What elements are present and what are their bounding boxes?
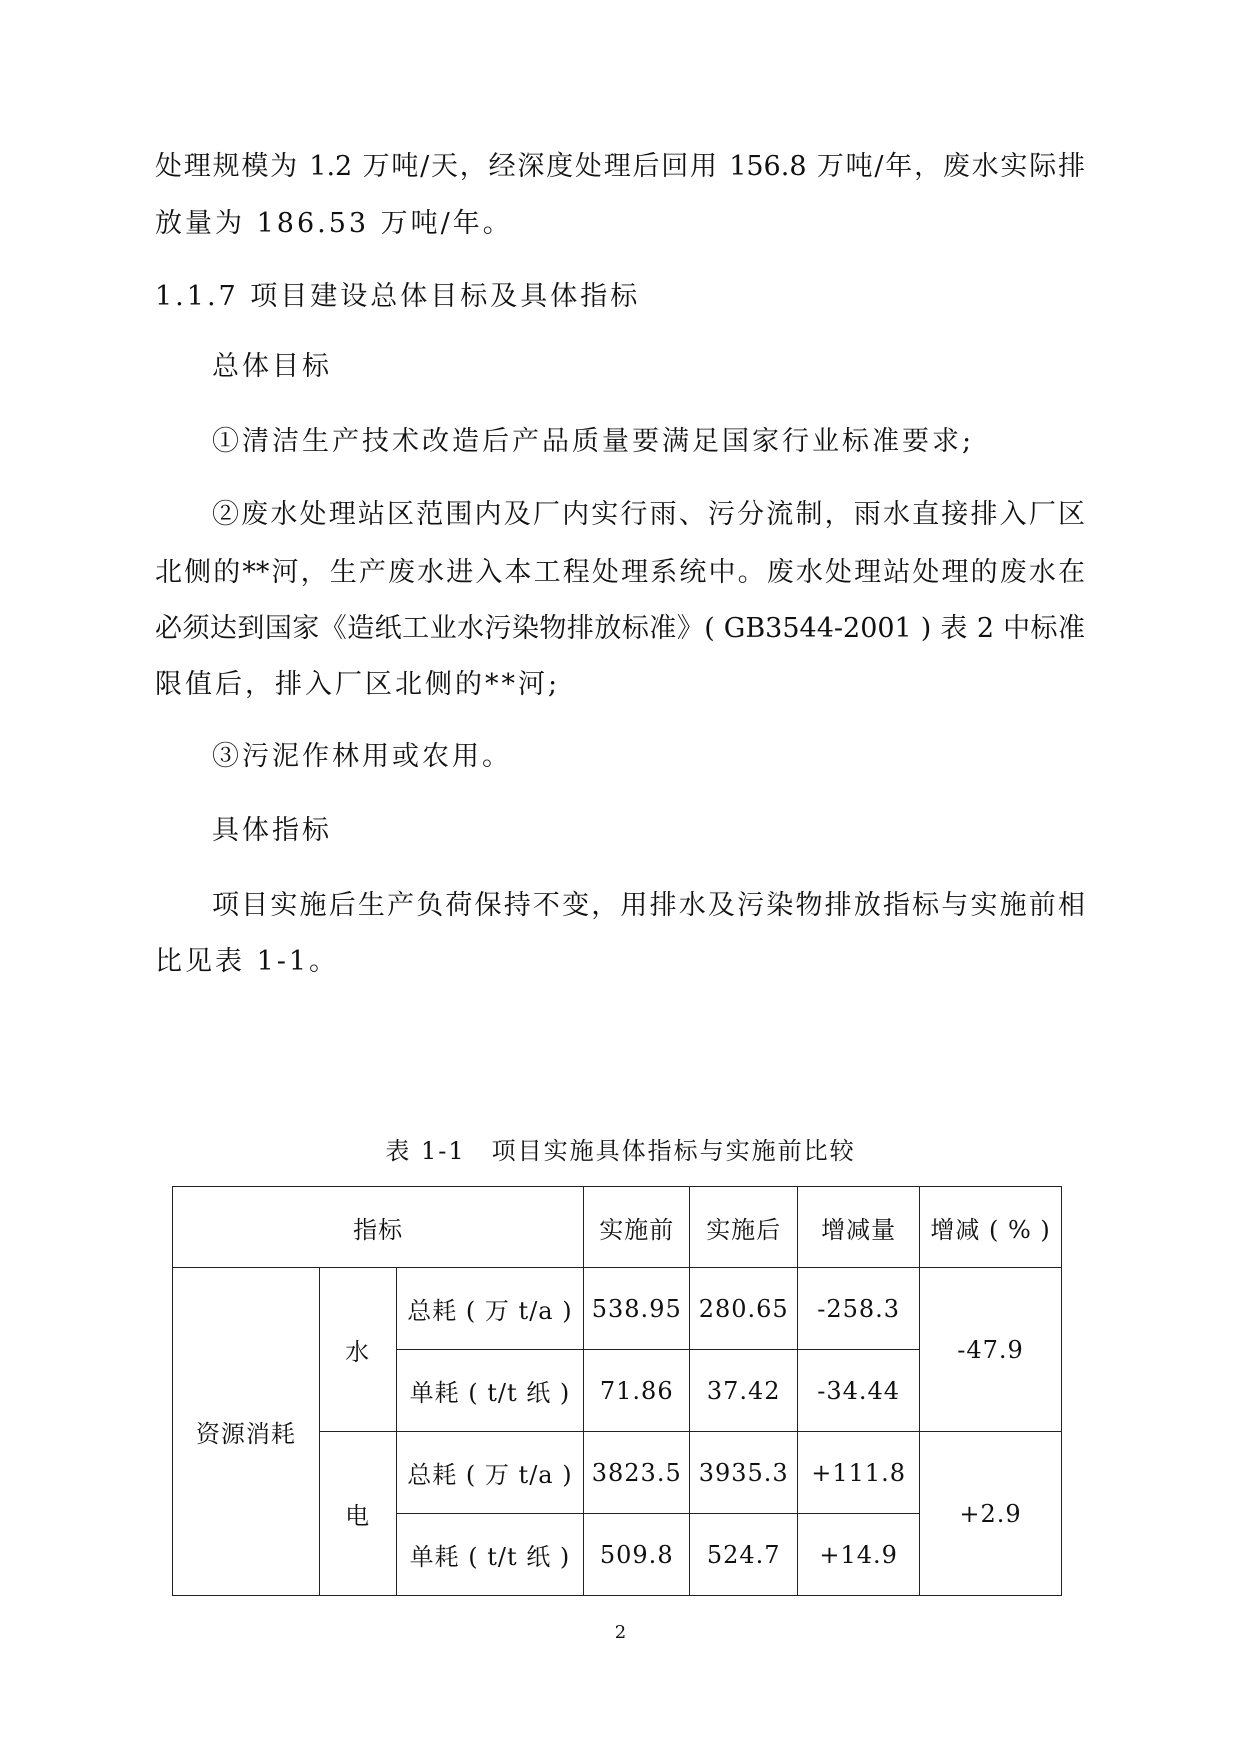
section-heading: 1.1.7 项目建设总体目标及具体指标 (155, 281, 641, 312)
category-cell: 资源消耗 (173, 1268, 320, 1596)
goal-item-2-line: 限值后，排入厂区北侧的**河; (155, 669, 561, 700)
after-cell: 524.7 (690, 1514, 798, 1596)
table-header-row (173, 1187, 1062, 1268)
header-indicator: 指标 (173, 1187, 584, 1268)
goal-item-1: ①清洁生产技术改造后产品质量要满足国家行业标准要求; (212, 426, 975, 457)
paragraph-line: 放量为 186.53 万吨/年。 (155, 208, 513, 239)
group-electricity-label: 电 (319, 1432, 396, 1596)
subheading-overall-goal: 总体目标 (212, 351, 332, 382)
header-after: 实施后 (690, 1187, 798, 1268)
group-water-label: 水 (319, 1268, 396, 1432)
intro-paragraph-line: 比见表 1-1。 (155, 946, 340, 977)
paragraph-line: 处理规模为 1.2 万吨/天，经深度处理后回用 156.8 万吨/年，废水实际排 (155, 151, 1085, 182)
subheading-specific-indicators: 具体指标 (212, 815, 332, 846)
metric-cell: 总耗 ( 万 t/a ) (396, 1432, 584, 1514)
after-cell: 37.42 (690, 1350, 798, 1432)
after-cell: 280.65 (690, 1268, 798, 1350)
percent-cell-electricity: +2.9 (920, 1432, 1062, 1596)
table-row (173, 1268, 1062, 1350)
intro-paragraph-line: 项目实施后生产负荷保持不变，用排水及污染物排放指标与实施前相 (212, 890, 1085, 921)
percent-cell-water: -47.9 (920, 1268, 1062, 1432)
before-cell: 3823.5 (584, 1432, 690, 1514)
before-cell: 509.8 (584, 1514, 690, 1596)
goal-item-2-line: 北侧的**河，生产废水进入本工程处理系统中。废水处理站处理的废水在 (155, 557, 1085, 588)
header-change: 增减量 (798, 1187, 920, 1268)
metric-cell: 单耗 ( t/t 纸 ) (396, 1514, 584, 1596)
header-change-percent: 增减 ( % ) (920, 1187, 1062, 1268)
goal-item-3: ③污泥作林用或农用。 (212, 741, 512, 772)
metric-cell: 单耗 ( t/t 纸 ) (396, 1350, 584, 1432)
after-cell: 3935.3 (690, 1432, 798, 1514)
change-cell: -34.44 (798, 1350, 920, 1432)
change-cell: +111.8 (798, 1432, 920, 1514)
before-cell: 71.86 (584, 1350, 690, 1432)
before-cell: 538.95 (584, 1268, 690, 1350)
metric-cell: 总耗 ( 万 t/a ) (396, 1268, 584, 1350)
table-caption: 表 1-1 项目实施具体指标与实施前比较 (385, 1137, 856, 1165)
change-cell: -258.3 (798, 1268, 920, 1350)
goal-item-2-line: 必须达到国家《造纸工业水污染物排放标准》( GB3544-2001 ) 表 2 中标准 (155, 613, 1085, 644)
change-cell: +14.9 (798, 1514, 920, 1596)
goal-item-2-line: ②废水处理站区范围内及厂内实行雨、污分流制，雨水直接排入厂区 (212, 499, 1085, 530)
indicator-table (172, 1186, 1062, 1596)
page-number: 2 (614, 1622, 627, 1643)
header-before: 实施前 (584, 1187, 690, 1268)
